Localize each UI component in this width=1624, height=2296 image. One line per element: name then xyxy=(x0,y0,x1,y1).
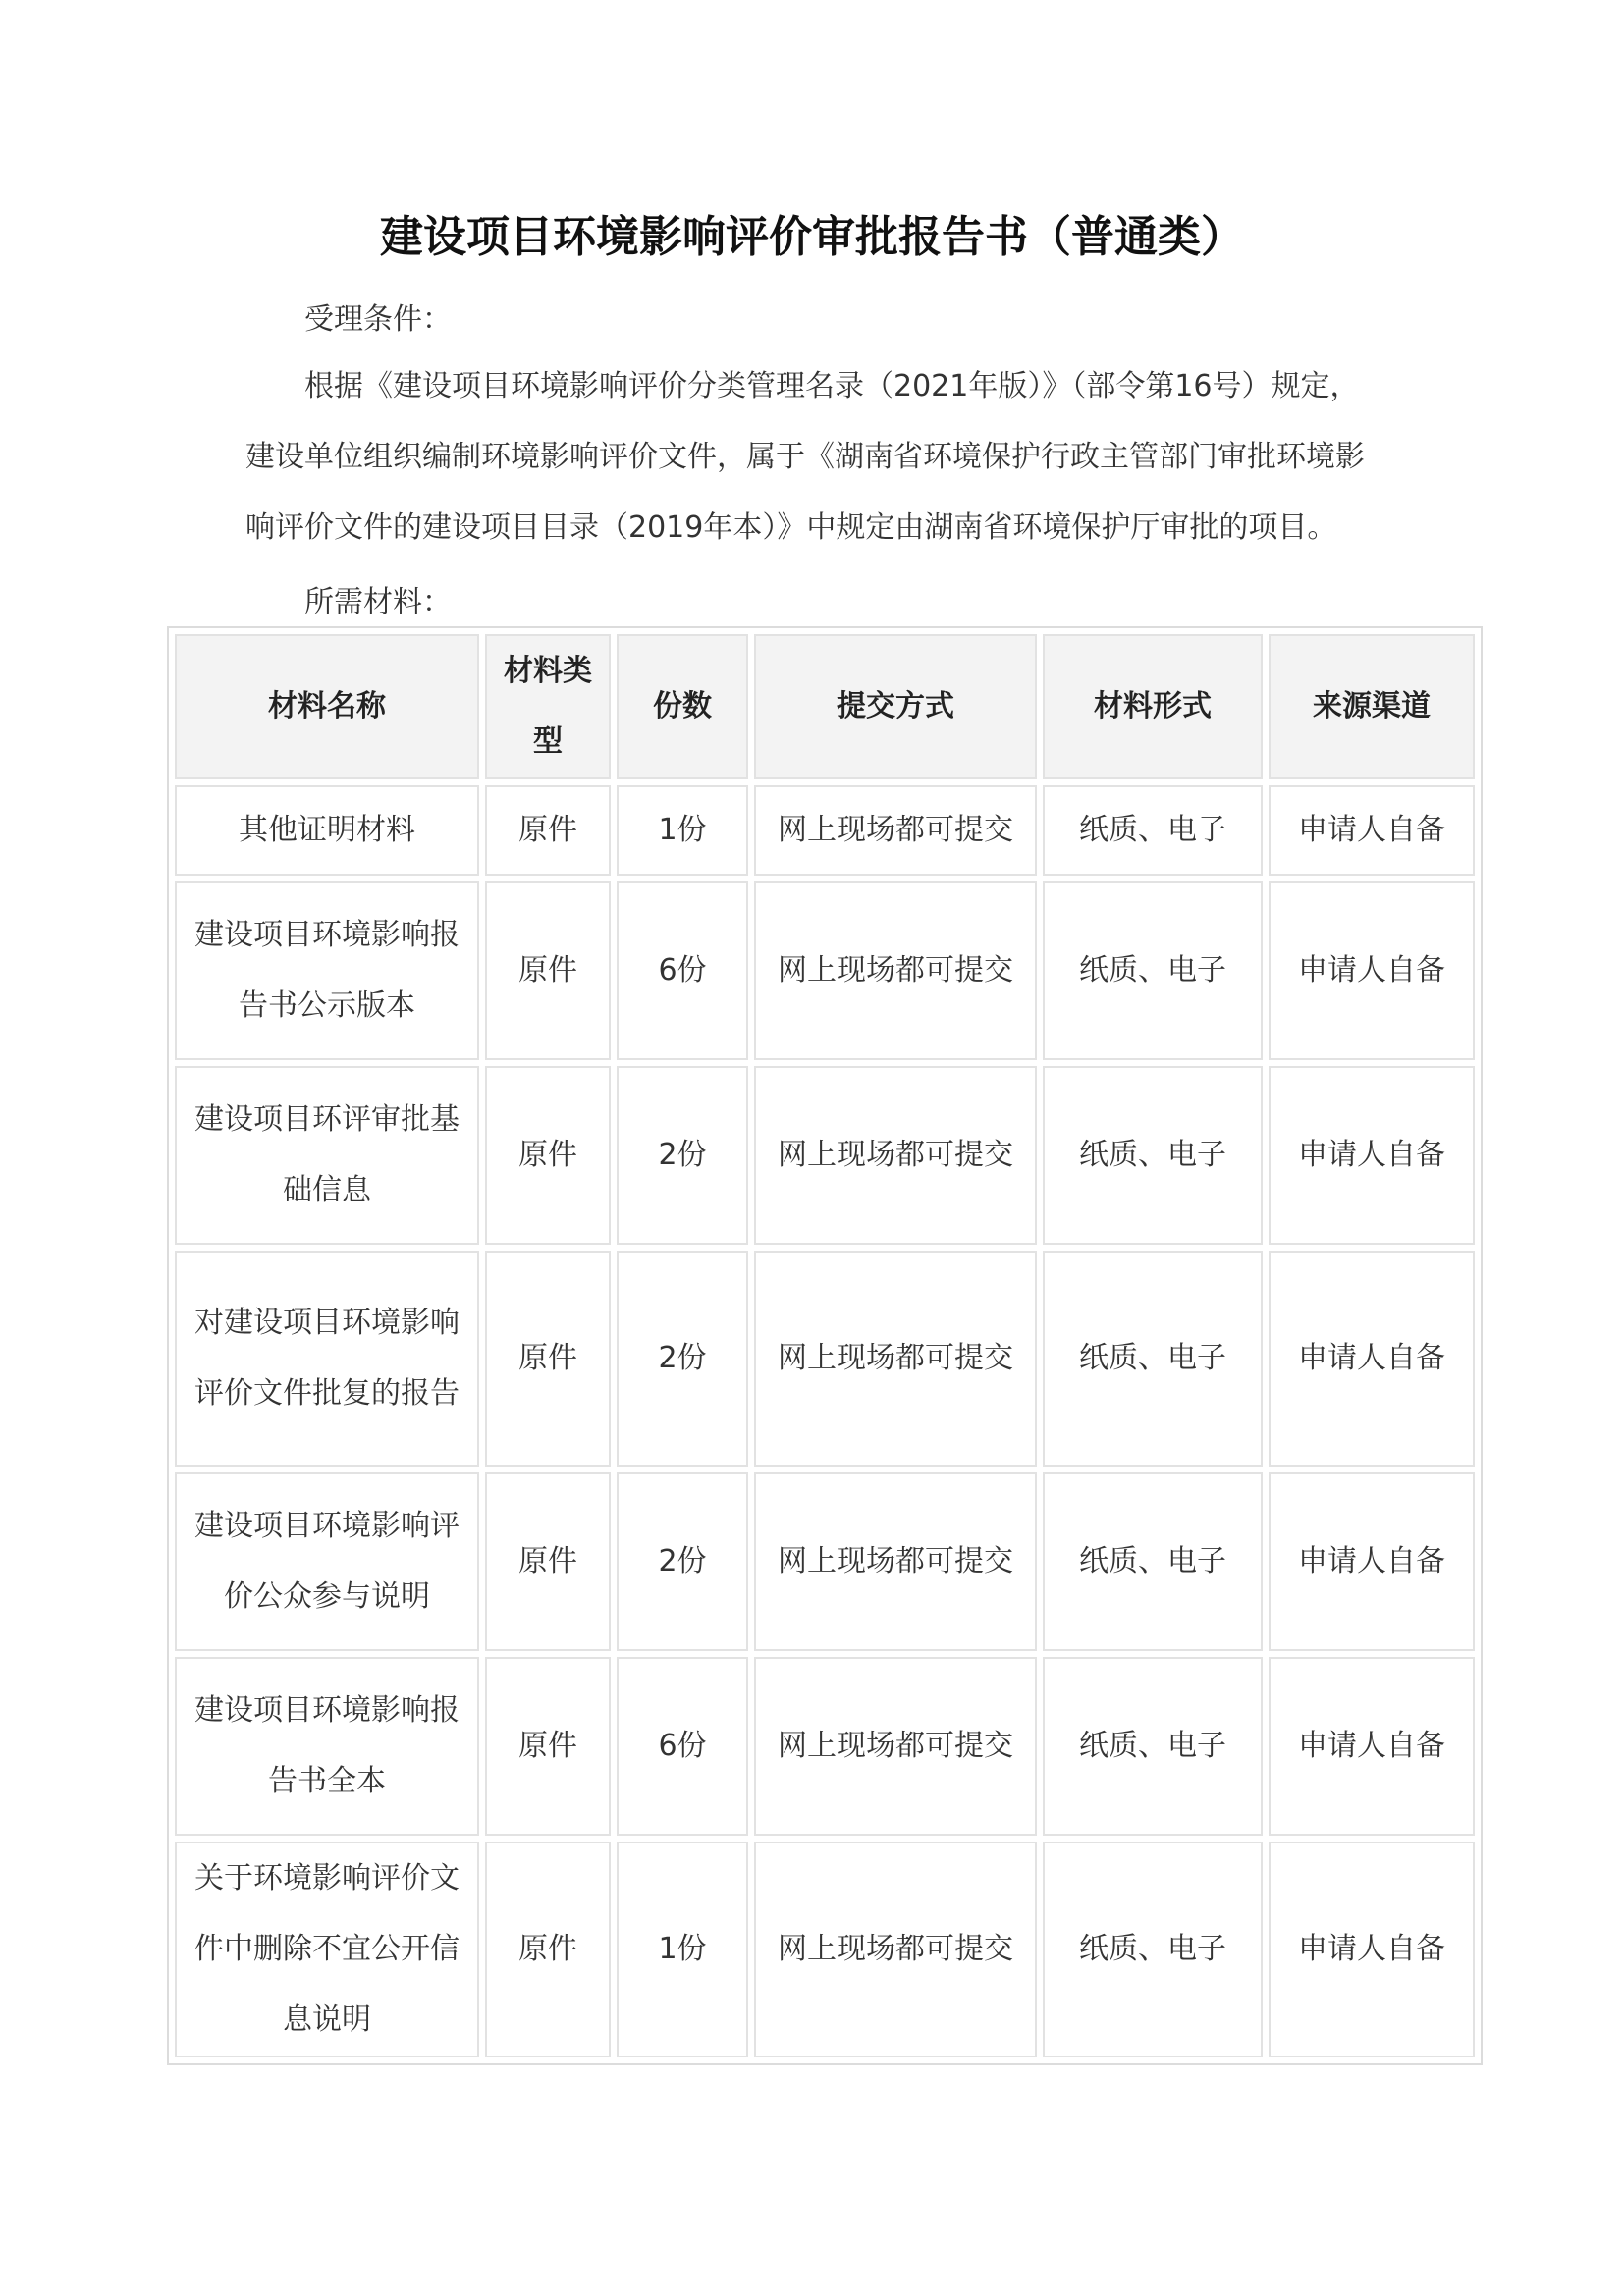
header-submission-method: 提交方式 xyxy=(754,634,1037,779)
materials-table xyxy=(167,626,1483,2065)
material-type-cell: 原件 xyxy=(485,1657,611,1836)
material-type-cell: 原件 xyxy=(485,1842,611,2057)
submission-method-cell: 网上现场都可提交 xyxy=(754,1657,1037,1836)
material-type-cell: 原件 xyxy=(485,1472,611,1651)
source-channel-cell: 申请人自备 xyxy=(1269,1657,1475,1836)
table-row xyxy=(175,785,1475,876)
material-name-cell: 关于环境影响评价文件中删除不宜公开信息说明 xyxy=(175,1842,479,2057)
table-row xyxy=(175,1842,1475,2057)
material-form-cell: 纸质、电子 xyxy=(1043,881,1263,1060)
submission-method-cell: 网上现场都可提交 xyxy=(754,1066,1037,1245)
table-header-row xyxy=(175,634,1475,779)
material-form-cell: 纸质、电子 xyxy=(1043,1472,1263,1651)
conditions-text: 根据《建设项目环境影响评价分类管理名录（2021年版）》（部令第16号）规定，建设单位组织编制环境影响评价文件，属于《湖南省环境保护行政主管部门审批环境影响评价文件的建设项目目录（2019年本）》中规定由湖南省环境保护厅审批的项目。 xyxy=(245,369,1365,545)
page-title: 建设项目环境影响评价审批报告书（普通类） xyxy=(380,212,1244,262)
material-name-cell: 其他证明材料 xyxy=(175,785,479,876)
material-form-cell: 纸质、电子 xyxy=(1043,1842,1263,2057)
source-channel-cell: 申请人自备 xyxy=(1269,785,1475,876)
copies-cell: 6份 xyxy=(617,1657,748,1836)
table-row xyxy=(175,1251,1475,1467)
material-type-cell: 原件 xyxy=(485,785,611,876)
material-form-cell: 纸质、电子 xyxy=(1043,1657,1263,1836)
material-name-cell: 建设项目环评审批基础信息 xyxy=(175,1066,479,1245)
header-material-form: 材料形式 xyxy=(1043,634,1263,779)
submission-method-cell: 网上现场都可提交 xyxy=(754,1472,1037,1651)
material-name-cell: 建设项目环境影响报告书公示版本 xyxy=(175,881,479,1060)
materials-label: 所需材料： xyxy=(304,585,452,619)
material-type-cell: 原件 xyxy=(485,1251,611,1467)
source-channel-cell: 申请人自备 xyxy=(1269,1251,1475,1467)
submission-method-cell: 网上现场都可提交 xyxy=(754,1842,1037,2057)
table-row xyxy=(175,1657,1475,1836)
copies-cell: 2份 xyxy=(617,1472,748,1651)
material-type-cell: 原件 xyxy=(485,1066,611,1245)
source-channel-cell: 申请人自备 xyxy=(1269,1842,1475,2057)
copies-cell: 6份 xyxy=(617,881,748,1060)
material-type-cell: 原件 xyxy=(485,881,611,1060)
submission-method-cell: 网上现场都可提交 xyxy=(754,881,1037,1060)
header-material-type: 材料类型 xyxy=(485,634,611,779)
source-channel-cell: 申请人自备 xyxy=(1269,1066,1475,1245)
material-name-cell: 建设项目环境影响报告书全本 xyxy=(175,1657,479,1836)
header-material-name: 材料名称 xyxy=(175,634,479,779)
submission-method-cell: 网上现场都可提交 xyxy=(754,1251,1037,1467)
copies-cell: 2份 xyxy=(617,1251,748,1467)
source-channel-cell: 申请人自备 xyxy=(1269,881,1475,1060)
source-channel-cell: 申请人自备 xyxy=(1269,1472,1475,1651)
copies-cell: 1份 xyxy=(617,1842,748,2057)
table-row xyxy=(175,1066,1475,1245)
table-row xyxy=(175,1472,1475,1651)
material-form-cell: 纸质、电子 xyxy=(1043,1251,1263,1467)
material-form-cell: 纸质、电子 xyxy=(1043,785,1263,876)
material-name-cell: 建设项目环境影响评价公众参与说明 xyxy=(175,1472,479,1651)
conditions-label: 受理条件： xyxy=(304,302,452,337)
header-copies: 份数 xyxy=(617,634,748,779)
material-form-cell: 纸质、电子 xyxy=(1043,1066,1263,1245)
copies-cell: 2份 xyxy=(617,1066,748,1245)
submission-method-cell: 网上现场都可提交 xyxy=(754,785,1037,876)
table-row xyxy=(175,881,1475,1060)
material-name-cell: 对建设项目环境影响评价文件批复的报告 xyxy=(175,1251,479,1467)
header-source-channel: 来源渠道 xyxy=(1269,634,1475,779)
copies-cell: 1份 xyxy=(617,785,748,876)
